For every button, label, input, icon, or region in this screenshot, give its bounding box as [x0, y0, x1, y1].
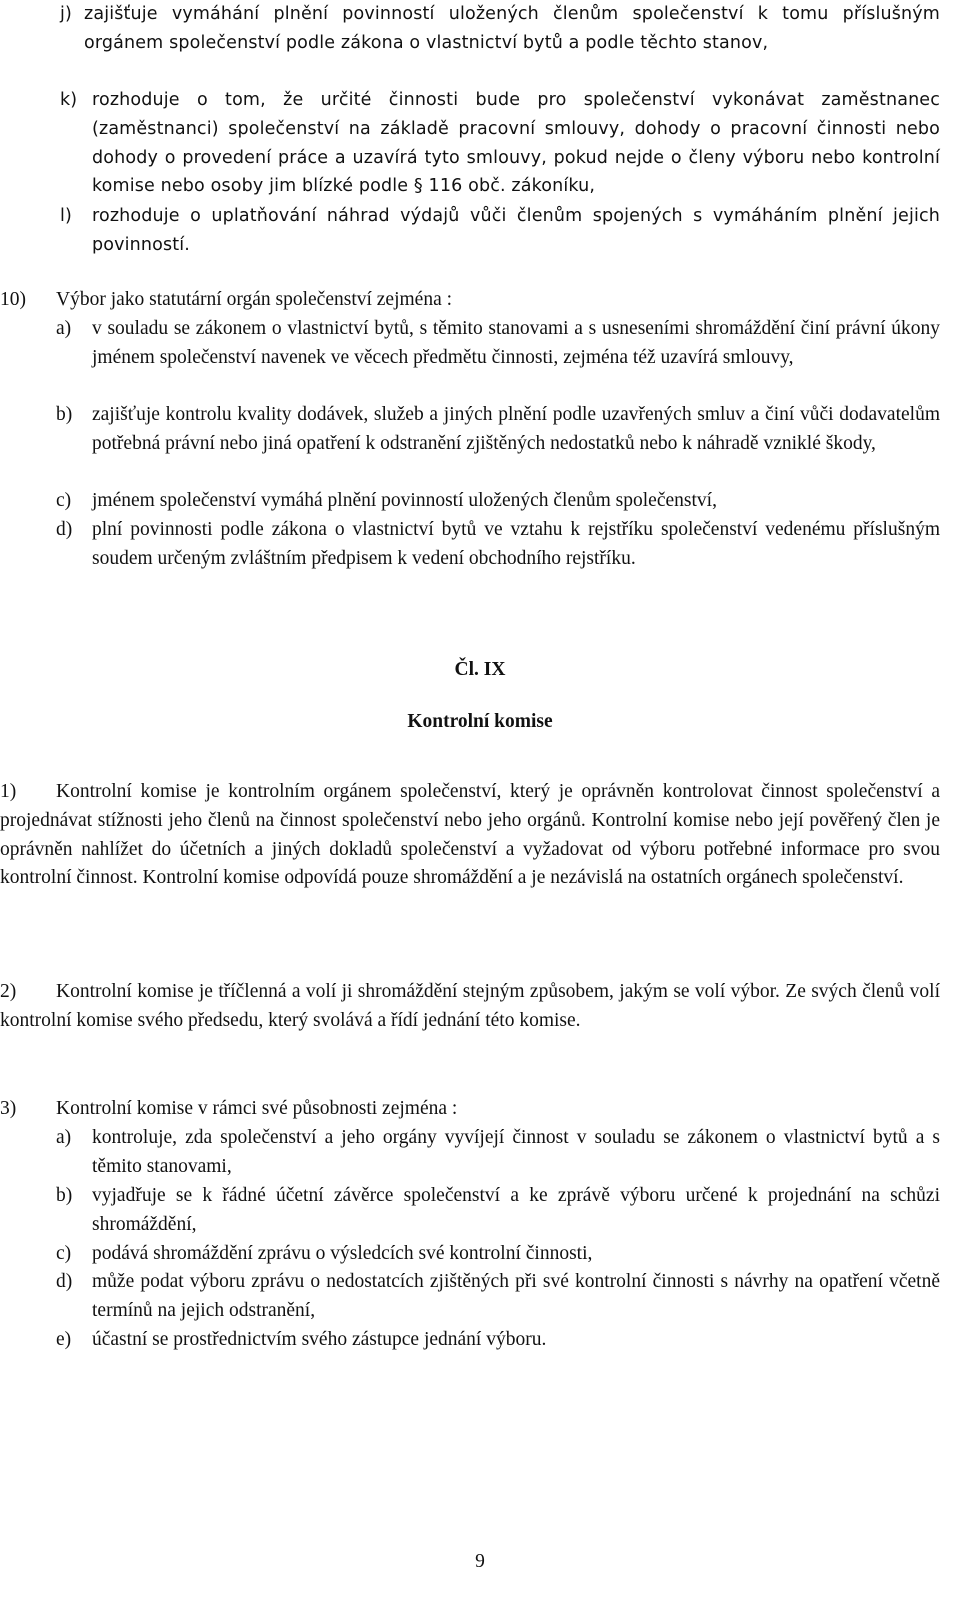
paragraph-10: [0, 286, 940, 315]
list-item-text: zajišťuje kontrolu kvality dodávek, služeb a jiných plnění podle uzavřených smluv a činí vůči dodavatelům potřebná právní nebo jiná opatření k odstranění zjištěných nedostatků nebo k náhradě vzniklé škody,: [92, 404, 940, 454]
paragraph-2: [0, 978, 940, 1036]
list-item-text: rozhoduje o tom, že určité činnosti bude pro společenství vykonávat zaměstnanec (zaměstnanci) společenství na základě pracovní smlouvy, dohody o pracovní činnosti nebo dohody o provedení práce a uzavírá tyto smlouvy, pokud nejde o členy výboru nebo kontrolní komise nebo osoby jim blízké podle § 116 obč. zákoníku,: [92, 90, 940, 197]
list-item-3d: [56, 1268, 940, 1326]
list-marker: b): [56, 404, 73, 425]
paragraph-number: 1): [0, 781, 17, 802]
list-item-10b: [56, 401, 940, 459]
list-marker: c): [56, 1243, 72, 1264]
list-item-10a: [56, 315, 940, 373]
list-item-10d: [56, 516, 940, 574]
list-marker: d): [56, 1271, 73, 1292]
list-item-text: vyjadřuje se k řádné účetní závěrce společenství a ke zprávě výboru určené k projednání na schůzi shromáždění,: [92, 1185, 940, 1235]
paragraph-text: Kontrolní komise je kontrolním orgánem společenství, který je oprávněn kontrolovat činnost společenství a projednávat stížnosti jeho členů na činnost společenství nebo jeho orgánů. Kontrolní komise nebo její pověřený člen je oprávněn nahlížet do účetních a jiných dokladů společenství a vyžadovat od výboru potřebné informace pro svou kontrolní činnost. Kontrolní komise odpovídá pouze shromáždění a je nezávislá na ostatních orgánech společenství.: [0, 781, 940, 889]
list-marker: c): [56, 490, 72, 511]
list-item-3e: [56, 1326, 940, 1355]
list-item-l: [60, 202, 940, 260]
list-item-3c: [56, 1240, 940, 1269]
list-item-text: zajišťuje vymáhání plnění povinností uložených členům společenství k tomu příslušným orgánem společenství podle zákona o vlastnictví bytů a podle těchto stanov,: [84, 4, 940, 53]
list-marker: e): [56, 1329, 72, 1350]
list-item-text: kontroluje, zda společenství a jeho orgány vyvíjejí činnost v souladu se zákonem o vlastnictví bytů a s těmito stanovami,: [92, 1127, 940, 1177]
list-item-text: plní povinnosti podle zákona o vlastnictví bytů ve vztahu k rejstříku společenství vedenému příslušným soudem určeným zvláštním předpisem k vedení obchodního rejstříku.: [92, 519, 940, 569]
list-item-3b: [56, 1182, 940, 1240]
paragraph-text: Kontrolní komise je tříčlenná a volí ji shromáždění stejným způsobem, jakým se volí výbor. Ze svých členů volí kontrolní komise svého předsedu, který svolává a řídí jednání této komise.: [0, 981, 940, 1031]
list-marker: d): [56, 519, 73, 540]
paragraph-number: 3): [0, 1098, 17, 1119]
paragraph-number: 10): [0, 289, 26, 310]
list-marker: a): [56, 318, 72, 339]
list-item-text: rozhoduje o uplatňování náhrad výdajů vůči členům spojených s vymáháním plnění jejich povinností.: [92, 206, 940, 255]
list-marker: j): [60, 4, 72, 24]
article-number: Čl. IX: [454, 659, 506, 680]
paragraph-3: [0, 1095, 940, 1124]
paragraph-intro: Kontrolní komise v rámci své působnosti zejména :: [56, 1098, 458, 1119]
list-item-k: [60, 86, 940, 201]
list-marker: b): [56, 1185, 73, 1206]
paragraph-number: 2): [0, 981, 17, 1002]
list-item-text: může podat výboru zprávu o nedostatcích zjištěných při své kontrolní činnosti s návrhy na opatření včetně termínů na jejich odstranění,: [92, 1271, 940, 1321]
list-marker: l): [60, 206, 72, 226]
paragraph-intro: Výbor jako statutární orgán společenství zejména :: [56, 289, 453, 310]
list-item-text: účastní se prostřednictvím svého zástupce jednání výboru.: [92, 1329, 547, 1350]
paragraph-1: [0, 778, 940, 893]
list-item-text: jménem společenství vymáhá plnění povinností uložených členům společenství,: [92, 490, 717, 511]
list-marker: k): [60, 90, 78, 110]
page-number: 9: [475, 1551, 485, 1572]
article-title: Kontrolní komise: [407, 711, 553, 732]
list-item-text: podává shromáždění zprávu o výsledcích své kontrolní činnosti,: [92, 1243, 593, 1264]
list-marker: a): [56, 1127, 72, 1148]
list-item-j: [60, 0, 940, 58]
list-item-10c: [56, 487, 940, 516]
list-item-text: v souladu se zákonem o vlastnictví bytů, s těmito stanovami a s usneseními shromáždění činí právní úkony jménem společenství navenek ve věcech předmětu činnosti, zejména též uzavírá smlouvy,: [92, 318, 940, 368]
list-item-3a: [56, 1124, 940, 1182]
